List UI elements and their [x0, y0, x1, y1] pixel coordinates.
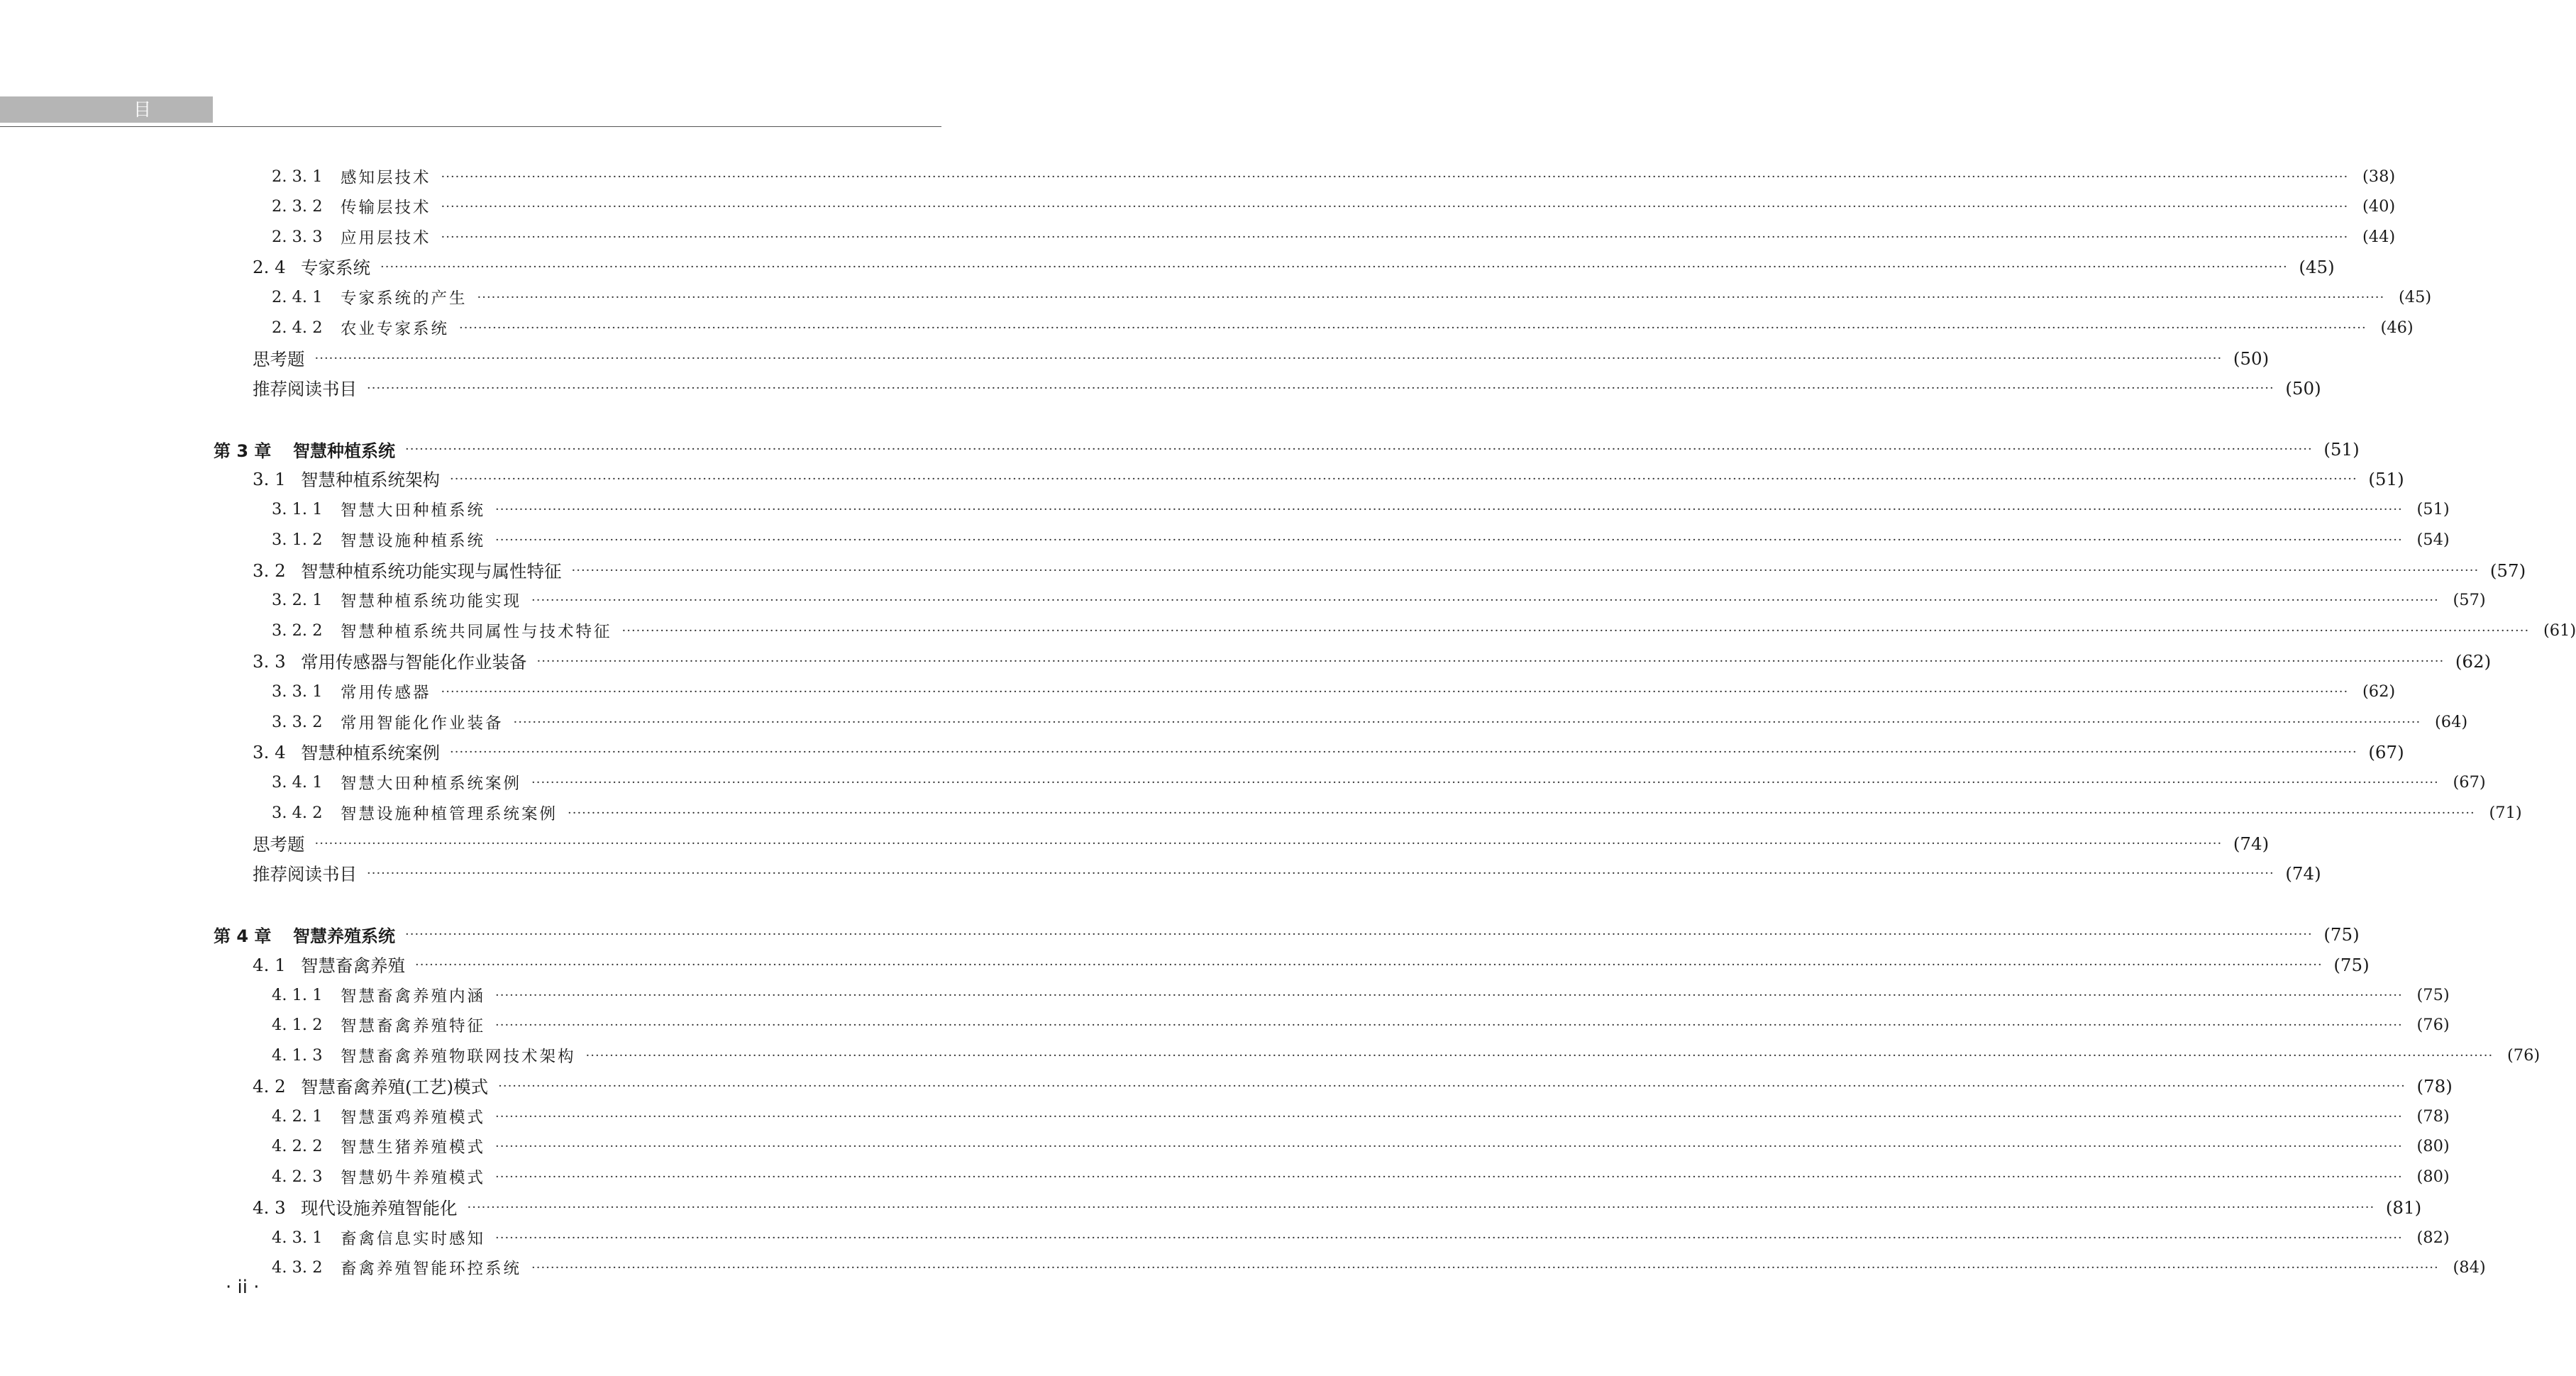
toc-leader-dots: ················································································································································································································································································································································································································ [405, 442, 2313, 457]
toc-leader-dots: ················································································································································································································································································································································································································ [498, 1079, 2406, 1094]
toc-entry-title: 智慧种植系统功能实现 [341, 592, 522, 611]
toc-entry-section[interactable] [253, 1192, 2422, 1222]
toc-entry-title: 智慧设施种植系统 [341, 532, 486, 550]
toc-leader-dots: ················································································································································································································································································································································································································ [536, 654, 2445, 669]
toc-entry-page: (76) [2416, 1016, 2450, 1034]
toc-entry-number: 2. 3. 2 [272, 197, 323, 216]
toc-entry-title: 推荐阅读书目 [253, 863, 357, 884]
toc-entry-title: 思考题 [253, 348, 305, 370]
toc-entry-sub[interactable] [272, 1162, 2450, 1192]
toc-leader-dots: ················································································································································································································································································································································································································ [380, 260, 2288, 274]
toc-entry-sub[interactable] [272, 767, 2486, 797]
toc-entry-number: 4. 1 [253, 954, 286, 975]
toc-entry-title: 智慧设施种植管理系统案例 [341, 805, 558, 823]
toc-entry-number: 4. 2. 2 [272, 1137, 323, 1155]
toc-entry-sub[interactable] [272, 585, 2486, 615]
toc-entry-section[interactable] [253, 464, 2404, 494]
toc-entry-sub[interactable] [272, 1223, 2450, 1253]
toc-leader-dots: ················································································································································································································································································································································································································ [441, 170, 2349, 184]
toc-leader-dots: ················································································································································································································································································································································································································ [495, 1109, 2403, 1124]
toc-entry-sub[interactable] [272, 1041, 2541, 1070]
toc-entry-section[interactable] [253, 950, 2370, 980]
toc-entry-number: 4. 3. 2 [272, 1258, 323, 1277]
toc-entry-number: 4. 3. 1 [272, 1228, 323, 1247]
toc-leader-dots: ················································································································································································································································································································································································································ [513, 715, 2421, 730]
toc-entry-chapter[interactable] [214, 919, 2360, 949]
toc-entry-page: (75) [2323, 923, 2360, 945]
toc-entry-title: 畜禽信息实时感知 [341, 1230, 486, 1248]
toc-entry-page: (50) [2285, 377, 2321, 399]
toc-leader-dots: ················································································································································································································································································································································································································ [441, 230, 2349, 245]
toc-entry-number: 第 3 章 [214, 440, 272, 461]
header-title: 目 录 [133, 99, 167, 146]
toc-entry-page: (78) [2416, 1075, 2453, 1097]
toc-entry-number: 3. 3. 1 [272, 682, 323, 701]
toc-leader-dots: ················································································································································································································································································································································································································ [314, 836, 2223, 851]
toc-entry-number: 3. 1 [253, 468, 286, 489]
toc-leader-dots: ················································································································································································································································································································································································································ [415, 958, 2323, 972]
toc-entry-page: (62) [2362, 682, 2396, 701]
toc-entry-title: 智慧畜禽养殖(工艺)模式 [301, 1076, 489, 1097]
toc-entry-number: 3. 1. 2 [272, 531, 323, 549]
toc-entry-title: 常用智能化作业装备 [341, 714, 504, 733]
toc-entry-title: 应用层技术 [341, 229, 431, 248]
toc-leader-dots: ················································································································································································································································································································································································································ [459, 321, 2367, 335]
toc-entry-title: 农业专家系统 [341, 320, 450, 338]
toc-entry-page: (75) [2333, 954, 2370, 975]
toc-entry-number: 第 4 章 [214, 926, 272, 946]
toc-leader-dots: ················································································································································································································································································································································································································ [495, 1139, 2403, 1154]
toc-entry-number: 3. 3. 2 [272, 713, 323, 731]
toc-entry-title: 智慧蛋鸡养殖模式 [341, 1109, 486, 1127]
toc-leader-dots: ················································································································································································································································································································································································································ [531, 775, 2439, 790]
toc-entry-page: (67) [2368, 741, 2404, 762]
toc-entry-number: 2. 3. 3 [272, 228, 323, 246]
toc-entry-page: (74) [2285, 862, 2321, 884]
toc-entry-title: 常用传感器 [341, 684, 431, 702]
toc-entry-page: (57) [2489, 560, 2526, 581]
toc-entry-sub[interactable] [272, 1131, 2450, 1161]
toc-entry-title: 智慧奶牛养殖模式 [341, 1169, 486, 1187]
toc-entry-section[interactable] [253, 343, 2270, 373]
toc-entry-number: 3. 3 [253, 650, 286, 672]
toc-entry-page: (50) [2233, 348, 2270, 369]
toc-entry-sub[interactable] [272, 980, 2450, 1010]
toc-entry-sub[interactable] [272, 707, 2468, 737]
toc-entry-section[interactable] [253, 828, 2270, 858]
toc-entry-sub[interactable] [272, 162, 2396, 192]
toc-entry-title: 专家系统的产生 [341, 289, 468, 308]
toc-entry-sub[interactable] [272, 616, 2576, 645]
toc-entry-page: (40) [2362, 197, 2396, 216]
toc-entry-title: 智慧种植系统功能实现与属性特征 [301, 560, 562, 582]
toc-entry-page: (67) [2453, 773, 2486, 792]
toc-leader-dots: ················································································································································································································································································································································································································ [441, 199, 2349, 214]
toc-entry-page: (80) [2416, 1167, 2450, 1186]
toc-leader-dots: ················································································································································································································································································································································································································ [405, 927, 2313, 942]
toc-entry-page: (45) [2399, 288, 2432, 306]
toc-entry-sub[interactable] [272, 313, 2414, 343]
toc-entry-number: 4. 2. 1 [272, 1107, 323, 1126]
toc-entry-sub[interactable] [272, 677, 2396, 706]
toc-entry-number: 2. 4. 1 [272, 288, 323, 306]
toc-entry-page: (38) [2362, 167, 2396, 186]
toc-leader-dots: ················································································································································································································································································································································································································ [441, 684, 2349, 699]
toc-entry-sub[interactable] [272, 1010, 2450, 1040]
toc-entry-page: (82) [2416, 1228, 2450, 1247]
toc-leader-dots: ················································································································································································································································································································································································································ [450, 745, 2357, 760]
toc-entry-page: (64) [2435, 713, 2468, 731]
toc-entry-title: 智慧生猪养殖模式 [341, 1138, 486, 1157]
toc-entry-title: 智慧畜禽养殖物联网技术架构 [341, 1048, 576, 1066]
toc-leader-dots: ················································································································································································································································································································································································································ [367, 381, 2274, 396]
toc-entry-number: 3. 2. 2 [272, 621, 323, 640]
toc-entry-title: 智慧大田种植系统 [341, 501, 486, 520]
toc-entry-title: 推荐阅读书目 [253, 378, 357, 399]
toc-entry-title: 常用传感器与智能化作业装备 [301, 651, 527, 672]
toc-leader-dots: ················································································································································································································································································································································································································ [495, 1018, 2403, 1033]
toc-entry-page: (76) [2507, 1046, 2541, 1065]
toc-leader-dots: ················································································································································································································································································································································································································ [621, 623, 2530, 638]
toc-entry-title: 智慧种植系统共同属性与技术特征 [341, 623, 612, 641]
toc-entry-section[interactable] [253, 737, 2404, 767]
toc-entry-page: (51) [2323, 438, 2360, 460]
toc-entry-title: 智慧种植系统架构 [301, 469, 440, 490]
toc-entry-page: (80) [2416, 1137, 2450, 1155]
toc-entry-number: 4. 2. 3 [272, 1167, 323, 1186]
toc-entry-number: 4. 1. 2 [272, 1016, 323, 1034]
toc-entry-number: 3. 4. 2 [272, 804, 323, 822]
toc-entry-title: 传输层技术 [341, 199, 431, 217]
toc-leader-dots: ················································································································································································································································································································································································································ [568, 806, 2475, 821]
toc-entry-sub[interactable] [272, 798, 2522, 828]
toc-leader-dots: ················································································································································································································································································································································································································ [495, 988, 2403, 1003]
toc-entry-page: (51) [2368, 468, 2404, 489]
toc-entry-title: 智慧畜禽养殖特征 [341, 1017, 486, 1036]
toc-entry-section[interactable] [253, 1071, 2453, 1101]
toc-leader-dots: ················································································································································································································································································································································································································ [495, 502, 2403, 517]
toc-entry-page: (61) [2543, 621, 2576, 640]
toc-leader-dots: ················································································································································································································································································································································································································ [495, 1170, 2403, 1184]
toc-entry-title: 现代设施养殖智能化 [301, 1197, 458, 1219]
toc-entry-number: 2. 3. 1 [272, 167, 323, 186]
toc-entry-page: (51) [2416, 500, 2450, 518]
toc-entry-page: (71) [2489, 804, 2522, 822]
toc-entry-title: 智慧大田种植系统案例 [341, 775, 522, 793]
toc-entry-number: 2. 4. 2 [272, 318, 323, 337]
toc-leader-dots: ················································································································································································································································································································································································································ [495, 533, 2403, 548]
toc-entry-number: 3. 4 [253, 741, 286, 762]
toc-leader-dots: ················································································································································································································································································································································································································ [314, 351, 2223, 366]
toc-entry-title: 智慧养殖系统 [293, 926, 395, 946]
toc-entry-title: 畜禽养殖智能环控系统 [341, 1260, 522, 1278]
toc-entry-number: 4. 1. 3 [272, 1046, 323, 1065]
toc-entry-chapter[interactable] [214, 434, 2360, 464]
toc-leader-dots: ················································································································································································································································································································································································································ [571, 563, 2480, 578]
toc-entry-page: (75) [2416, 986, 2450, 1004]
toc-entry-section[interactable] [253, 555, 2526, 585]
toc-leader-dots: ················································································································································································································································································································································································································ [467, 1200, 2375, 1215]
toc-entry-sub[interactable] [272, 494, 2450, 524]
toc-entry-sub[interactable] [272, 1102, 2450, 1131]
toc-entry-section[interactable] [253, 646, 2492, 676]
toc-entry-page: (54) [2416, 531, 2450, 549]
page-number: · ii · [226, 1277, 260, 1298]
toc-entry-number: 2. 4 [253, 256, 286, 277]
toc-entry-page: (74) [2233, 833, 2270, 854]
toc-leader-dots: ················································································································································································································································································································································································································ [531, 593, 2439, 608]
toc-leader-dots: ················································································································································································································································································································································································································ [450, 472, 2357, 487]
toc-entry-number: 3. 4. 1 [272, 773, 323, 792]
toc-entry-page: (44) [2362, 228, 2396, 246]
toc-entry-sub[interactable] [272, 192, 2396, 221]
toc-entry-title: 感知层技术 [341, 169, 431, 187]
toc-leader-dots: ················································································································································································································································································································································································································ [367, 866, 2274, 881]
toc-entry-section[interactable] [253, 858, 2321, 888]
toc-entry-page: (81) [2385, 1197, 2422, 1218]
toc-leader-dots: ················································································································································································································································································································································································································ [531, 1260, 2439, 1275]
toc-entry-page: (62) [2455, 650, 2492, 672]
toc-entry-page: (78) [2416, 1107, 2450, 1126]
toc-entry-sub[interactable] [272, 525, 2450, 555]
toc-entry-page: (84) [2453, 1258, 2486, 1277]
toc-entry-title: 智慧种植系统案例 [301, 742, 440, 763]
toc-entry-page: (45) [2299, 256, 2335, 277]
toc-entry-number: 4. 3 [253, 1197, 286, 1218]
toc-leader-dots: ················································································································································································································································································································································································································ [495, 1231, 2403, 1245]
toc-entry-title: 专家系统 [301, 257, 370, 278]
toc-entry-sub[interactable] [272, 1253, 2486, 1282]
toc-entry-title: 智慧种植系统 [293, 440, 395, 461]
toc-entry-number: 3. 2 [253, 560, 286, 581]
toc-entry-sub[interactable] [272, 222, 2396, 252]
toc-entry-section[interactable] [253, 373, 2321, 403]
toc-entry-page: (46) [2380, 318, 2414, 337]
toc-leader-dots: ················································································································································································································································································································································································································ [585, 1048, 2494, 1063]
toc-leader-dots: ················································································································································································································································································································································································································ [477, 290, 2385, 305]
toc-entry-number: 4. 2 [253, 1075, 286, 1097]
toc-entry-number: 4. 1. 1 [272, 986, 323, 1004]
toc-entry-number: 3. 2. 1 [272, 591, 323, 609]
toc-entry-title: 智慧畜禽养殖内涵 [341, 987, 486, 1006]
toc-entry-title: 思考题 [253, 833, 305, 855]
toc-entry-title: 智慧畜禽养殖 [301, 955, 405, 976]
toc-entry-section[interactable] [253, 252, 2335, 282]
toc-entry-page: (57) [2453, 591, 2486, 609]
toc-entry-number: 3. 1. 1 [272, 500, 323, 518]
toc-entry-sub[interactable] [272, 282, 2432, 312]
